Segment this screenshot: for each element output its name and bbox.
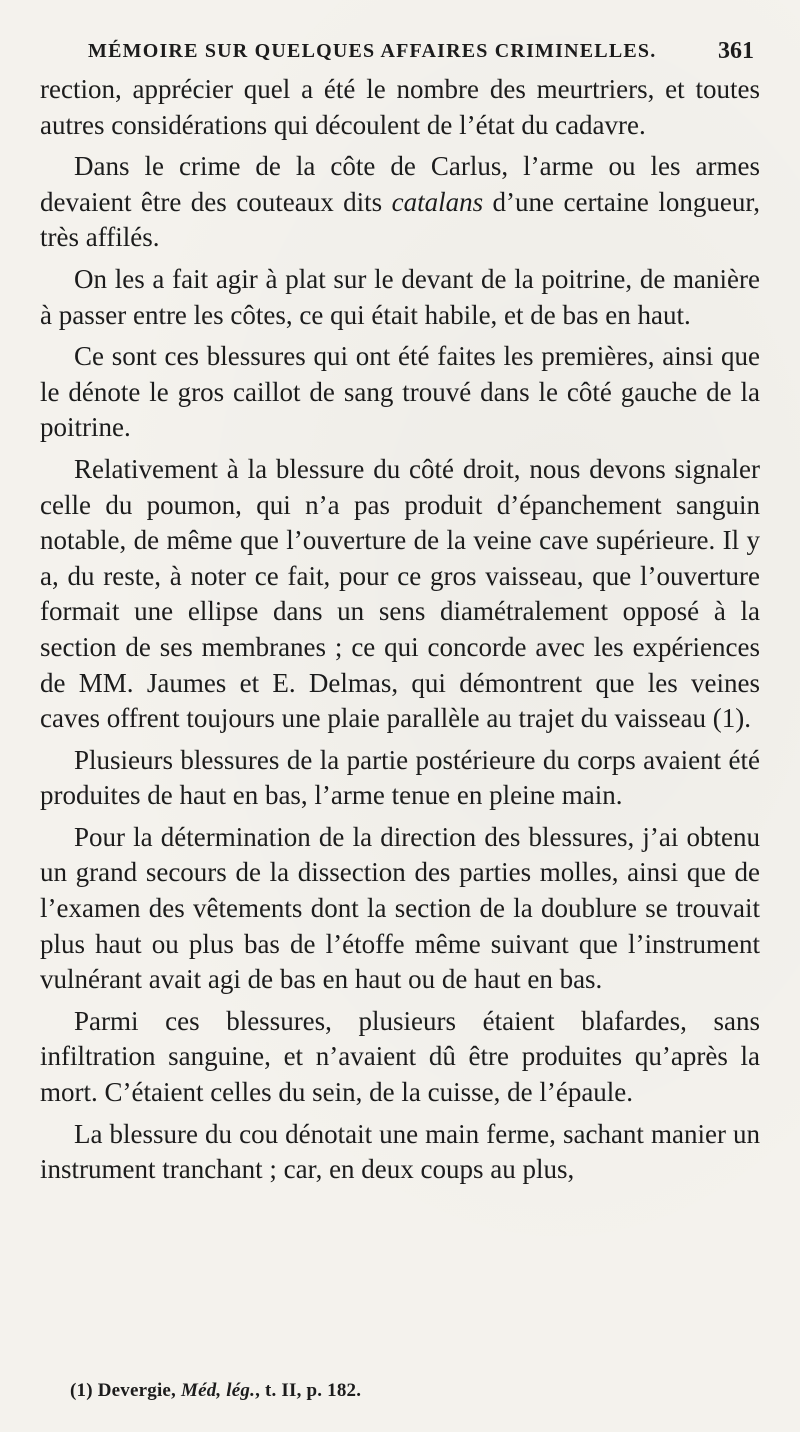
body-text	[40, 72, 760, 1188]
paragraph-text: La blessure du cou dénotait une main ferme, sachant manier un instrument tranchant ; car, en deux coups au plus,	[40, 1118, 760, 1185]
page-number: 361	[718, 38, 754, 64]
paragraph-text: rection, apprécier quel a été le nombre des meurtriers, et toutes autres considérations qui découlent de l’état du cadavre.	[40, 74, 760, 140]
paragraph-6	[40, 743, 760, 814]
paragraph-7	[40, 820, 760, 998]
paragraph-text: d’une certaine longueur, très affilés.	[40, 186, 760, 253]
paragraph-text: Pour la détermination de la direction des blessures, j’ai obtenu un grand secours de la dissection des parties molles, ainsi que de l’examen des vêtements dont la section de la doublure se trouvait plus haut ou plus bas de l’étoffe même suivant que l’instrument vulnérant avait agi de bas en haut ou de haut en bas.	[40, 821, 760, 995]
italic-term: catalans	[391, 186, 484, 217]
paragraph-5	[40, 452, 760, 737]
paragraph-3	[40, 262, 760, 333]
paragraph-4	[40, 339, 760, 446]
running-head	[88, 38, 754, 72]
footnote-work: Méd, lég.	[180, 1380, 256, 1401]
paragraph-text: Plusieurs blessures de la partie postérieure du corps avaient été produites de haut en bas, l’arme tenue en pleine main.	[40, 744, 760, 811]
paragraph-9	[40, 1117, 760, 1188]
paragraph-text: Relativement à la blessure du côté droit, nous devons signaler celle du poumon, qui n’a pas produit d’épanchement sanguin notable, de même que l’ouverture de la veine cave supérieure. Il y a, du reste, à noter ce fait, pour ce gros vaisseau, que l’ouverture formait une ellipse dans un sens diamétralement opposé à la section de ses membranes ; ce qui concorde avec les expériences de MM. Jaumes et E. Delmas, qui démontrent que les veines caves offrent toujours une plaie parallèle au trajet du vaisseau (1).	[40, 453, 760, 734]
footnote	[70, 1380, 361, 1402]
paragraph-8	[40, 1004, 760, 1111]
paragraph-1	[40, 72, 760, 143]
running-title: MÉMOIRE SUR QUELQUES AFFAIRES CRIMINELLES.	[88, 40, 657, 62]
footnote-author: Devergie,	[97, 1380, 177, 1401]
paragraph-2	[40, 149, 760, 256]
paragraph-text: On les a fait agir à plat sur le devant de la poitrine, de manière à passer entre les côtes, ce qui était habile, et de bas en haut.	[40, 263, 760, 330]
paragraph-text: Dans le crime de la côte de Carlus, l’arme ou les armes devaient être des couteaux dits	[40, 151, 760, 217]
paragraph-text: Ce sont ces blessures qui ont été faites les premières, ainsi que le dénote le gros caillot de sang trouvé dans le côté gauche de la poitrine.	[40, 341, 760, 443]
footnote-reference: , t. II, p. 182.	[255, 1380, 362, 1401]
paragraph-text: Parmi ces blessures, plusieurs étaient blafardes, sans infiltration sanguine, et n’avaient dû être produites qu’après la mort. C’étaient celles du sein, de la cuisse, de l’épaule.	[40, 1005, 760, 1108]
footnote-marker: (1)	[70, 1380, 93, 1401]
